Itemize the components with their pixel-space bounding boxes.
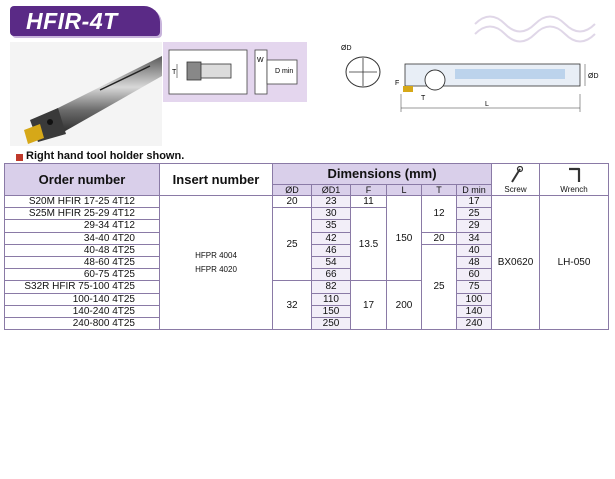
od1-value: 66 (312, 269, 351, 281)
dmin-value: 48 (457, 256, 492, 268)
header-screw (492, 164, 540, 196)
order-number: 34-40 4T20 (5, 232, 160, 244)
od1-value: 46 (312, 244, 351, 256)
diagram-label-od1: ØD (341, 45, 352, 52)
title-banner (10, 6, 160, 36)
note-marker (16, 154, 23, 161)
od1-value: 42 (312, 232, 351, 244)
od1-value: 250 (312, 317, 351, 329)
od1-value: 150 (312, 305, 351, 317)
t-value: 12 (422, 196, 457, 233)
page-title: HFIR-4T (26, 8, 118, 34)
diagram-label-l: L (485, 101, 489, 108)
t-value: 25 (422, 244, 457, 329)
diagram-label-t: T (421, 95, 426, 102)
order-number: 48-60 4T25 (5, 256, 160, 268)
table-row (5, 196, 609, 208)
l-value: 150 (387, 196, 422, 281)
header-l: L (387, 184, 422, 195)
wrench-value: LH-050 (540, 196, 609, 330)
watermark-pattern (470, 4, 610, 44)
dmin-value: 17 (457, 196, 492, 208)
diagram-label-t-left: T (172, 69, 177, 76)
header-screw-label: Screw (504, 185, 527, 194)
dmin-value: 60 (457, 269, 492, 281)
header-wrench-label: Wrench (560, 185, 588, 194)
od-value: 32 (273, 281, 312, 330)
insert-number: HFPR 4004 (195, 250, 237, 260)
od1-value: 23 (312, 196, 351, 208)
f-value: 13.5 (351, 208, 387, 281)
dmin-value: 34 (457, 232, 492, 244)
dmin-value: 100 (457, 293, 492, 305)
insert-number-cell (160, 196, 273, 330)
tool-holder-photo (10, 42, 162, 146)
od-value: 20 (273, 196, 312, 208)
dmin-value: 25 (457, 208, 492, 220)
od-value: 25 (273, 208, 312, 281)
order-number: S25M HFIR 25-29 4T12 (5, 208, 160, 220)
t-value: 20 (422, 232, 457, 244)
header-wrench (540, 164, 609, 196)
f-value: 11 (351, 196, 387, 208)
spec-table (4, 163, 609, 330)
header-f: F (351, 184, 387, 195)
diagram-label-od: ØD (588, 73, 599, 80)
order-number: 240-800 4T25 (5, 317, 160, 329)
od1-value: 35 (312, 220, 351, 232)
header-t: T (422, 184, 457, 195)
insert-number: HFPR 4020 (195, 264, 237, 274)
dmin-value: 240 (457, 317, 492, 329)
od1-value: 30 (312, 208, 351, 220)
l-value: 200 (387, 281, 422, 330)
diagram-label-w: W (257, 57, 264, 64)
od1-value: 82 (312, 281, 351, 293)
header-insert-number: Insert number (160, 164, 273, 196)
order-number: 29-34 4T12 (5, 220, 160, 232)
od1-value: 110 (312, 293, 351, 305)
wrench-icon (566, 166, 582, 184)
order-number: 60-75 4T25 (5, 269, 160, 281)
order-number: S32R HFIR 75-100 4T25 (5, 281, 160, 293)
order-number: 100-140 4T25 (5, 293, 160, 305)
order-number: S20M HFIR 17-25 4T12 (5, 196, 160, 208)
holder-note: Right hand tool holder shown. (26, 150, 185, 162)
dmin-value: 29 (457, 220, 492, 232)
header-od: ØD (273, 184, 312, 195)
header-dmin: D min (457, 184, 492, 195)
f-value: 17 (351, 281, 387, 330)
diagram-label-f: F (395, 80, 400, 87)
diagram-label-dmin: D min (275, 68, 294, 75)
tool-dimension-diagram (335, 40, 610, 120)
screw-value: BX0620 (492, 196, 540, 330)
dmin-value: 75 (457, 281, 492, 293)
order-number: 40-48 4T25 (5, 244, 160, 256)
dmin-value: 40 (457, 244, 492, 256)
groove-profile-diagram (163, 42, 307, 102)
order-number: 140-240 4T25 (5, 305, 160, 317)
header-order-number: Order number (5, 164, 160, 196)
screw-icon (509, 166, 523, 184)
dmin-value: 140 (457, 305, 492, 317)
header-od1: ØD1 (312, 184, 351, 195)
od1-value: 54 (312, 256, 351, 268)
header-dimensions: Dimensions (mm) (273, 164, 492, 185)
